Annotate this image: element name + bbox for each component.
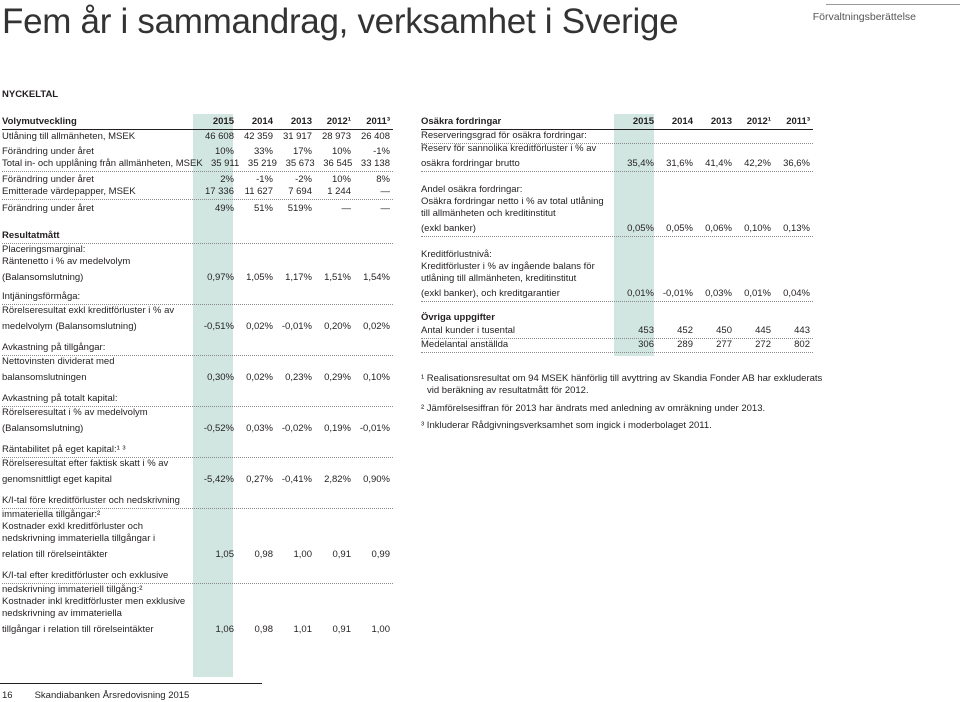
right-table-cell: 443 bbox=[794, 325, 810, 336]
left-table-row-label: relation till rörelseintäkter bbox=[2, 549, 108, 560]
right-table-cell: 0,03% bbox=[705, 288, 732, 299]
left-table-row bbox=[2, 285, 393, 305]
left-table-cell: -0,41% bbox=[281, 474, 312, 485]
left-table-row bbox=[2, 546, 393, 562]
left-table-cell: 10% bbox=[214, 146, 234, 157]
left-table-cell: 7 694 bbox=[288, 186, 312, 197]
right-table-row bbox=[421, 130, 813, 144]
left-table-row-label: Placeringsmarginal: bbox=[2, 244, 86, 255]
left-table-cell: 519% bbox=[287, 203, 312, 214]
left-table-cell: 1,17% bbox=[285, 272, 312, 283]
left-table-row-label: Avkastning på tillgångar: bbox=[2, 342, 106, 353]
right-table-col-4: 2011³ bbox=[786, 116, 810, 127]
left-table-row-label: K/I-tal före kreditförluster och nedskrivning bbox=[2, 495, 180, 506]
right-table-cell: 0,01% bbox=[627, 288, 654, 299]
left-table-cell: 0,97% bbox=[207, 272, 234, 283]
left-table-cell: 46 608 bbox=[204, 131, 234, 142]
left-table-cell: -0,51% bbox=[203, 321, 234, 332]
left-table-cell: -5,42% bbox=[203, 474, 234, 485]
left-table-cell: -0,01% bbox=[359, 423, 390, 434]
left-table-cell: 11 627 bbox=[244, 186, 273, 197]
left-table-cell: 33 138 bbox=[360, 158, 390, 169]
left-table-row-label: Rörelseresultat efter faktisk skatt i % av bbox=[2, 458, 169, 469]
left-table-cell: 1,01 bbox=[293, 624, 312, 635]
left-table-cell: 0,02% bbox=[363, 321, 390, 332]
left-table-row-label: Emitterade värdepapper, MSEK bbox=[2, 186, 136, 197]
right-table-row bbox=[421, 325, 813, 339]
left-table-cell: -1% bbox=[256, 174, 273, 185]
right-table-row bbox=[421, 156, 813, 172]
left-table-cell: 1,00 bbox=[293, 549, 312, 560]
footnote-1a: ¹ Realisationsresultat om 94 MSEK hänförlig till avyttring av Skandia Fonder AB har exkluderats bbox=[421, 373, 823, 384]
left-table-cell: 0,02% bbox=[246, 321, 273, 332]
left-table-cell: 26 408 bbox=[360, 131, 390, 142]
left-table-row bbox=[2, 187, 393, 200]
left-table-cell: 0,90% bbox=[363, 474, 390, 485]
left-table-row bbox=[2, 172, 393, 187]
left-table-cell: 0,27% bbox=[246, 474, 273, 485]
left-table-cell: 0,02% bbox=[246, 372, 273, 383]
left-table-row-label: Räntabilitet på eget kapital:¹ ³ bbox=[2, 444, 126, 455]
left-table-row-label: balansomslutningen bbox=[2, 372, 87, 383]
left-table-cell: 35 219 bbox=[247, 158, 277, 169]
right-table-cell: 289 bbox=[677, 339, 693, 350]
right-table bbox=[421, 114, 813, 353]
right-table-cell: 802 bbox=[794, 339, 810, 350]
right-table-cell: 42,2% bbox=[744, 158, 771, 169]
left-table-row bbox=[2, 609, 393, 621]
left-table-row bbox=[2, 144, 393, 159]
left-table-row bbox=[2, 420, 393, 436]
left-table-cell: 0,03% bbox=[246, 423, 273, 434]
left-table-cell: 0,91 bbox=[332, 549, 351, 560]
right-table-row-label: osäkra fordringar brutto bbox=[421, 158, 520, 169]
left-table-row-label: Förändring under året bbox=[2, 203, 94, 214]
left-table-cell: 36 545 bbox=[323, 158, 353, 169]
left-table-cell: 49% bbox=[214, 203, 234, 214]
left-table-cell: 0,23% bbox=[285, 372, 312, 383]
right-table-row bbox=[421, 302, 813, 325]
left-table-cell: 17% bbox=[292, 146, 312, 157]
left-table-row-label: Avkastning på totalt kapital: bbox=[2, 393, 118, 404]
left-table-row-label: Kostnader inkl kreditförluster men exklusive bbox=[2, 596, 186, 607]
right-table-cell: 41,4% bbox=[705, 158, 732, 169]
left-table-cell: -2% bbox=[295, 174, 312, 185]
footnotes bbox=[421, 373, 822, 432]
left-table-cell: — bbox=[380, 203, 390, 214]
left-table-cell: 2,82% bbox=[324, 474, 351, 485]
nyckeltal-heading: NYCKELTAL bbox=[2, 89, 59, 100]
right-table-row-label: utlåning till allmänheten, kreditinstitut bbox=[421, 273, 577, 284]
left-table-cell: 0,20% bbox=[324, 321, 351, 332]
footnote-2: ² Jämförelsesiffran för 2013 har ändrats med anledning av omräkning under 2013. bbox=[421, 403, 766, 414]
left-table-cell: 1,05% bbox=[246, 272, 273, 283]
left-table-cell: — bbox=[341, 203, 351, 214]
right-table-cell: 453 bbox=[638, 325, 654, 336]
right-table-row-label: Reserveringsgrad för osäkra fordringar: bbox=[421, 130, 587, 141]
footnote-1b: vid beräkning av resultatmått för 2012. bbox=[427, 385, 589, 396]
left-table-row-label: nedskrivning av immateriella bbox=[2, 608, 122, 619]
right-table-cell: 0,01% bbox=[744, 288, 771, 299]
left-table-row bbox=[2, 385, 393, 407]
right-table-cell: 0,04% bbox=[783, 288, 810, 299]
right-table-row bbox=[421, 339, 813, 353]
left-table-row bbox=[2, 407, 393, 420]
left-table-cell: 10% bbox=[331, 174, 351, 185]
right-table-row-label: Antal kunder i tusental bbox=[421, 325, 516, 336]
right-table-cell: 31,6% bbox=[666, 158, 693, 169]
page-number: 16 bbox=[2, 690, 13, 701]
right-table-row-label: Reserv för sannolika kreditförluster i % av bbox=[421, 143, 597, 154]
right-table-cell: 0,05% bbox=[627, 223, 654, 234]
right-table-row bbox=[421, 172, 813, 197]
left-table-row-label: Intjäningsförmåga: bbox=[2, 291, 81, 302]
left-table-cell: 0,99 bbox=[371, 549, 390, 560]
report-title: Skandiabanken Årsredovisning 2015 bbox=[34, 690, 190, 701]
section-label: Förvaltningsberättelse bbox=[812, 11, 916, 23]
left-table-cell: 0,29% bbox=[324, 372, 351, 383]
left-table-cell: -1% bbox=[373, 146, 390, 157]
right-table-cell: 0,10% bbox=[744, 223, 771, 234]
left-table-row bbox=[2, 458, 393, 471]
left-table-heading: Volymutveckling bbox=[2, 116, 77, 127]
left-table-cell: 2% bbox=[220, 174, 234, 185]
left-table-cell: 51% bbox=[253, 203, 273, 214]
left-table-row bbox=[2, 562, 393, 584]
right-table-heading: Osäkra fordringar bbox=[421, 116, 502, 127]
left-table-row bbox=[2, 436, 393, 458]
left-table-cell: 1,05 bbox=[215, 549, 234, 560]
left-table-cell: 1,54% bbox=[363, 272, 390, 283]
left-table-header-row bbox=[2, 114, 393, 130]
left-table-row bbox=[2, 356, 393, 369]
left-table-row-label: Kostnader exkl kreditförluster och bbox=[2, 521, 143, 532]
right-table-row-label: (exkl banker) bbox=[421, 223, 476, 234]
right-table-cell: 0,06% bbox=[705, 223, 732, 234]
left-table-col-1: 2014 bbox=[251, 116, 273, 127]
left-table-cell: 0,91 bbox=[332, 624, 351, 635]
left-table-cell: 31 917 bbox=[282, 131, 312, 142]
left-table-row bbox=[2, 200, 393, 216]
right-table-cell: 445 bbox=[755, 325, 771, 336]
right-table-header-row bbox=[421, 114, 813, 130]
left-table-cell: 33% bbox=[253, 146, 273, 157]
left-table-row bbox=[2, 159, 393, 172]
right-table-cell: 272 bbox=[755, 339, 771, 350]
left-table-row bbox=[2, 369, 393, 385]
left-table-cell: -0,01% bbox=[281, 321, 312, 332]
left-table-cell: 1,00 bbox=[371, 624, 390, 635]
left-table-row bbox=[2, 534, 393, 546]
left-table-row-label: Rörelseresultat exkl kreditförluster i % av bbox=[2, 305, 175, 316]
left-table-cell: — bbox=[380, 186, 390, 197]
left-table-cell: -0,02% bbox=[281, 423, 312, 434]
left-table-row-label: medelvolym (Balansomslutning) bbox=[2, 321, 137, 332]
left-table-row-label: Förändring under året bbox=[2, 174, 94, 185]
left-table-cell: 0,98 bbox=[254, 624, 273, 635]
right-table-cell: 36,6% bbox=[783, 158, 810, 169]
right-table-cell: -0,01% bbox=[662, 288, 693, 299]
left-table-row-label: nedskrivning immateriell tillgång:² bbox=[2, 584, 143, 595]
right-table-cell: 277 bbox=[716, 339, 732, 350]
right-table-row bbox=[421, 209, 813, 221]
right-table-row-label: (exkl banker), och kreditgarantier bbox=[421, 288, 560, 299]
left-table-row bbox=[2, 257, 393, 269]
footer bbox=[2, 690, 211, 701]
left-table-cell: 0,30% bbox=[207, 372, 234, 383]
right-table-row bbox=[421, 274, 813, 286]
right-table-cell: 450 bbox=[716, 325, 732, 336]
right-table-row-label: Kreditförlustnivå: bbox=[421, 249, 492, 260]
right-table-col-2: 2013 bbox=[710, 116, 732, 127]
left-table-row-label: Nettovinsten dividerat med bbox=[2, 356, 115, 367]
left-table-row-label: genomsnittligt eget kapital bbox=[2, 474, 112, 485]
left-table-cell: -0,52% bbox=[203, 423, 234, 434]
left-table-col-3: 2012¹ bbox=[326, 116, 351, 127]
left-table-row-label: (Balansomslutning) bbox=[2, 272, 84, 283]
left-table-cell: 0,10% bbox=[363, 372, 390, 383]
left-table-row-label: (Balansomslutning) bbox=[2, 423, 84, 434]
left-table-row bbox=[2, 305, 393, 318]
right-table-row bbox=[421, 237, 813, 262]
left-table-row bbox=[2, 130, 393, 144]
left-table-col-0: 2015 bbox=[212, 116, 234, 127]
left-table-row-label: tillgångar i relation till rörelseintäkter bbox=[2, 624, 154, 635]
left-table-row-label: nedskrivning immateriella tillgångar i bbox=[2, 533, 156, 544]
left-table-cell: 1,51% bbox=[324, 272, 351, 283]
header-rule bbox=[826, 4, 960, 5]
left-table-cell: 28 973 bbox=[321, 131, 351, 142]
right-table-row bbox=[421, 286, 813, 302]
left-table-cell: 0,19% bbox=[324, 423, 351, 434]
left-table-cell: 0,98 bbox=[254, 549, 273, 560]
left-table-row bbox=[2, 621, 393, 637]
left-table-row-label: Resultatmått bbox=[2, 230, 60, 241]
left-table-row-label: Utlåning till allmänheten, MSEK bbox=[2, 131, 136, 142]
right-table-cell: 452 bbox=[677, 325, 693, 336]
footer-rule bbox=[0, 683, 262, 684]
left-table-row bbox=[2, 318, 393, 334]
left-table-row-label: K/I-tal efter kreditförluster och exklusive bbox=[2, 570, 169, 581]
right-table-cell: 0,13% bbox=[783, 223, 810, 234]
left-table-row bbox=[2, 269, 393, 285]
left-table-cell: 17 336 bbox=[204, 186, 234, 197]
left-table-row-label: Total in- och upplåning från allmänheten, MSEK bbox=[2, 158, 203, 169]
right-table-cell: 0,05% bbox=[666, 223, 693, 234]
left-table-col-2: 2013 bbox=[290, 116, 312, 127]
left-table-col-4: 2011³ bbox=[366, 116, 390, 127]
right-table-col-0: 2015 bbox=[632, 116, 654, 127]
left-table-cell: 42 359 bbox=[243, 131, 273, 142]
right-table-row-label: Övriga uppgifter bbox=[421, 312, 495, 323]
left-table-row-label: Förändring under året bbox=[2, 146, 94, 157]
left-table-row-label: Räntenetto i % av medelvolym bbox=[2, 256, 131, 267]
left-table-row-label: Rörelseresultat i % av medelvolym bbox=[2, 407, 148, 418]
page-title: Fem år i sammandrag, verksamhet i Sverige bbox=[2, 2, 679, 41]
left-table-cell: 1 244 bbox=[327, 186, 351, 197]
right-table-row-label: Osäkra fordringar netto i % av total utlåning bbox=[421, 196, 604, 207]
left-table-cell: 8% bbox=[376, 174, 390, 185]
right-table-col-1: 2014 bbox=[671, 116, 693, 127]
right-table-row bbox=[421, 221, 813, 237]
left-table-cell: 10% bbox=[331, 146, 351, 157]
left-table-cell: 1,06 bbox=[215, 624, 234, 635]
right-table-cell: 306 bbox=[638, 339, 654, 350]
right-table-col-3: 2012¹ bbox=[746, 116, 771, 127]
right-table-cell: 35,4% bbox=[627, 158, 654, 169]
right-table-row-label: Kreditförluster i % av ingående balans för bbox=[421, 261, 595, 272]
left-table-row bbox=[2, 216, 393, 244]
left-table-cell: 35 673 bbox=[285, 158, 315, 169]
left-table-cell: 35 911 bbox=[210, 158, 240, 169]
right-table-row-label: till allmänheten och kreditinstitut bbox=[421, 208, 556, 219]
right-table-row bbox=[421, 144, 813, 156]
footnote-3: ³ Inkluderar Rådgivningsverksamhet som ingick i moderbolaget 2011. bbox=[421, 420, 712, 431]
right-table-row-label: Andel osäkra fordringar: bbox=[421, 184, 523, 195]
left-table bbox=[2, 114, 393, 637]
left-table-row-label: immateriella tillgångar:² bbox=[2, 509, 101, 520]
left-table-row bbox=[2, 334, 393, 356]
left-table-row bbox=[2, 471, 393, 487]
left-table-row bbox=[2, 487, 393, 509]
right-table-row-label: Medelantal anställda bbox=[421, 339, 509, 350]
